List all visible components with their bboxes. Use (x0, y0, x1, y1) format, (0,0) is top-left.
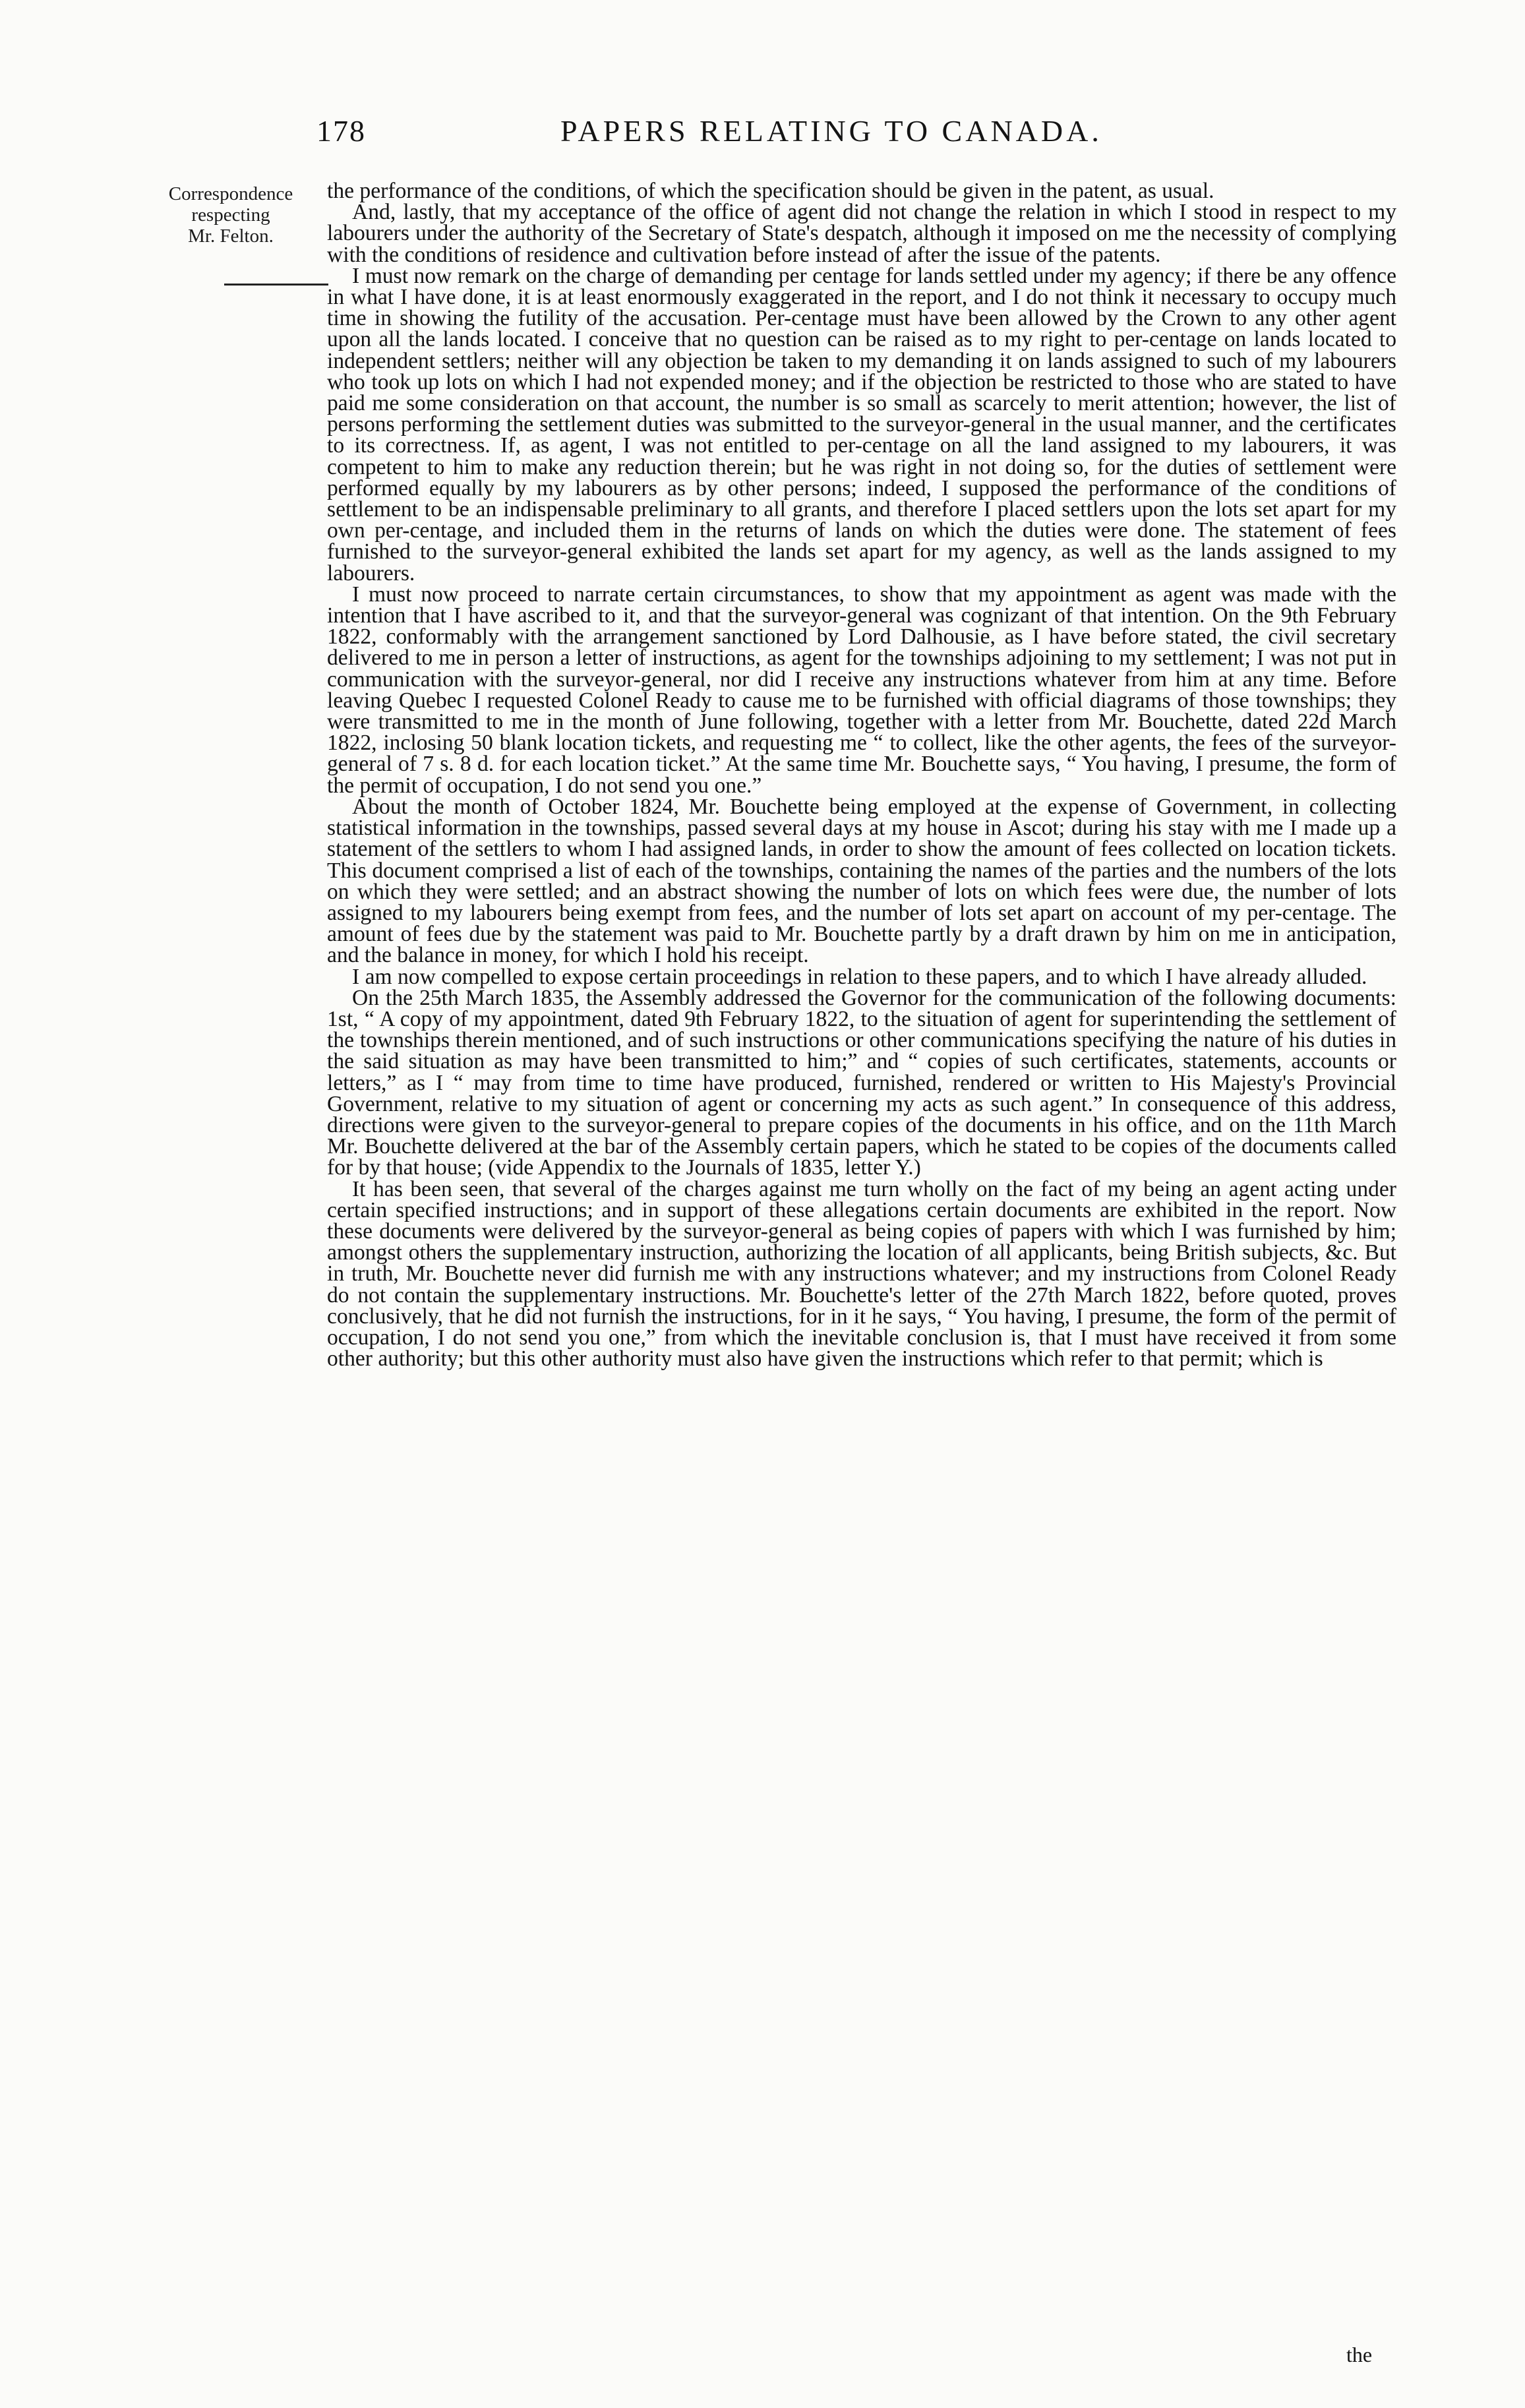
margin-note-line: respecting (191, 204, 270, 226)
page-title: PAPERS RELATING TO CANADA. (560, 114, 1102, 148)
catchword: the (1346, 2343, 1373, 2366)
paragraph: the performance of the conditions, of which the specification should be given in the patent, as usual. (327, 179, 1214, 203)
paragraph: It has been seen, that several of the charges against me turn wholly on the fact of my being an agent acting under certain specified instructions; and in support of these allegations certain documents are exhibited in the report. Now these documents were delivered by the surveyor-general as being copies of papers with which I was furnished by him; amongst others the supplementary instruction, authorizing the location of all applicants, being British subjects, &c. But in truth, Mr. Bouchette never did furnish me with any instructions whatever; and my instructions from Colonel Ready do not contain the supplementary instructions. Mr. Bouchette's letter of the 27th March 1822, before quoted, proves conclusively, that he did not furnish the instructions, for in it he says, “ You having, I presume, the form of the permit of occupation, I do not send you one,” from which the inevitable conclusion is, that I must have received it from some other authority; but this other authority must also have given the instructions which refer to that permit; which is (327, 1176, 1396, 1371)
margin-note-line: Correspondence (168, 183, 293, 204)
margin-note-rule (224, 284, 328, 286)
paragraph: I must now remark on the charge of demanding per centage for lands settled under my agency; if there be any offence in what I have done, it is at least enormously exaggerated in the report, and I do not think it necessary to occupy much time in showing the futility of the accusation. Per-centage must have been allowed by the Crown to any other agent upon all the lands located. I conceive that no question can be raised as to my right to per-centage on lands located to independent settlers; neither will any objection be taken to my demanding it on lands assigned to such of my labourers who took up lots on which I had not expended money; and if the objection be restricted to those who are stated to have paid me some consideration on that account, the number is so small as scarcely to merit attention; however, the list of persons performing the settlement duties was submitted to the surveyor-general in the usual manner, and the certificates to its correctness. If, as agent, I was not entitled to per-centage on all the land assigned to my labourers, it was competent to him to make any reduction therein; but he was right in not doing so, for the duties of settlement were performed equally by my labourers as by other persons; indeed, I supposed the performance of the conditions of settlement to be an indispensable preliminary to all grants, and therefore I placed settlers upon the lots set apart for my own per-centage, and included them in the returns of lands on which the duties were done. The statement of fees furnished to the surveyor-general exhibited the lands set apart for my agency, as well as the lands assigned to my labourers. (327, 263, 1396, 586)
page-number: 178 (316, 114, 366, 148)
paragraph: On the 25th March 1835, the Assembly addressed the Governor for the communication of the following documents: 1st, “ A copy of my appointment, dated 9th February 1822, to the situation of agent for superintending the settlement of the townships therein mentioned, and of such instructions or other communications specifying the nature of his duties in the said situation as may have been transmitted to him;” and “ copies of such certificates, statements, accounts or letters,” as I “ may from time to time have produced, furnished, rendered or written to His Majesty's Provincial Government, relative to my situation of agent or concerning my acts as such agent.” In consequence of this address, directions were given to the surveyor-general to prepare copies of the documents in his office, and on the 11th March Mr. Bouchette delivered at the bar of the Assembly certain papers, which he stated to be copies of the documents called for by that house; (vide Appendix to the Journals of 1835, letter Y.) (327, 985, 1396, 1180)
running-head (316, 113, 1213, 160)
margin-note-line: Mr. Felton. (188, 226, 274, 247)
paragraph: I am now compelled to expose certain proceedings in relation to these papers, and to which I have already alluded. (352, 964, 1367, 989)
paragraph: And, lastly, that my acceptance of the office of agent did not change the relation in which I stood in respect to my labourers under the authority of the Secretary of State's despatch, although it imposed on me the necessity of complying with the conditions of residence and cultivation before instead of after the issue of the patents. (327, 200, 1396, 267)
margin-note (132, 183, 330, 247)
body-text (327, 181, 1396, 1370)
paragraph: I must now proceed to narrate certain circumstances, to show that my appointment as agent was made with the intention that I have ascribed to it, and that the surveyor-general was cognizant of that intention. On the 9th February 1822, conformably with the arrangement sanctioned by Lord Dalhousie, as I have before stated, the civil secretary delivered to me in person a letter of instructions, as agent for the townships adjoining to my settlement; I was not put in communication with the surveyor-general, nor did I receive any instructions whatever from him at any time. Before leaving Quebec I requested Colonel Ready to cause me to be furnished with official diagrams of those townships; they were transmitted to me in the month of June following, together with a letter from Mr. Bouchette, dated 22d March 1822, inclosing 50 blank location tickets, and requesting me “ to collect, like the other agents, the fees of the surveyor-general of 7 s. 8 d. for each location ticket.” At the same time Mr. Bouchette says, “ You having, I presume, the form of the permit of occupation, I do not send you one.” (327, 582, 1396, 798)
paragraph: About the month of October 1824, Mr. Bouchette being employed at the expense of Government, in collecting statistical information in the townships, passed several days at my house in Ascot; during his stay with me I made up a statement of the settlers to whom I had assigned lands, in order to show the amount of fees collected on location tickets. This document comprised a list of each of the townships, containing the names of the parties and the numbers of the lots on which they were settled; and an abstract showing the number of lots on which fees were due, the number of lots assigned to my labourers being exempt from fees, and the number of lots set apart on account of my per-centage. The amount of fees due by the statement was paid to Mr. Bouchette partly by a draft drawn by him on me in anticipation, and the balance in money, for which I hold his receipt. (327, 794, 1396, 968)
